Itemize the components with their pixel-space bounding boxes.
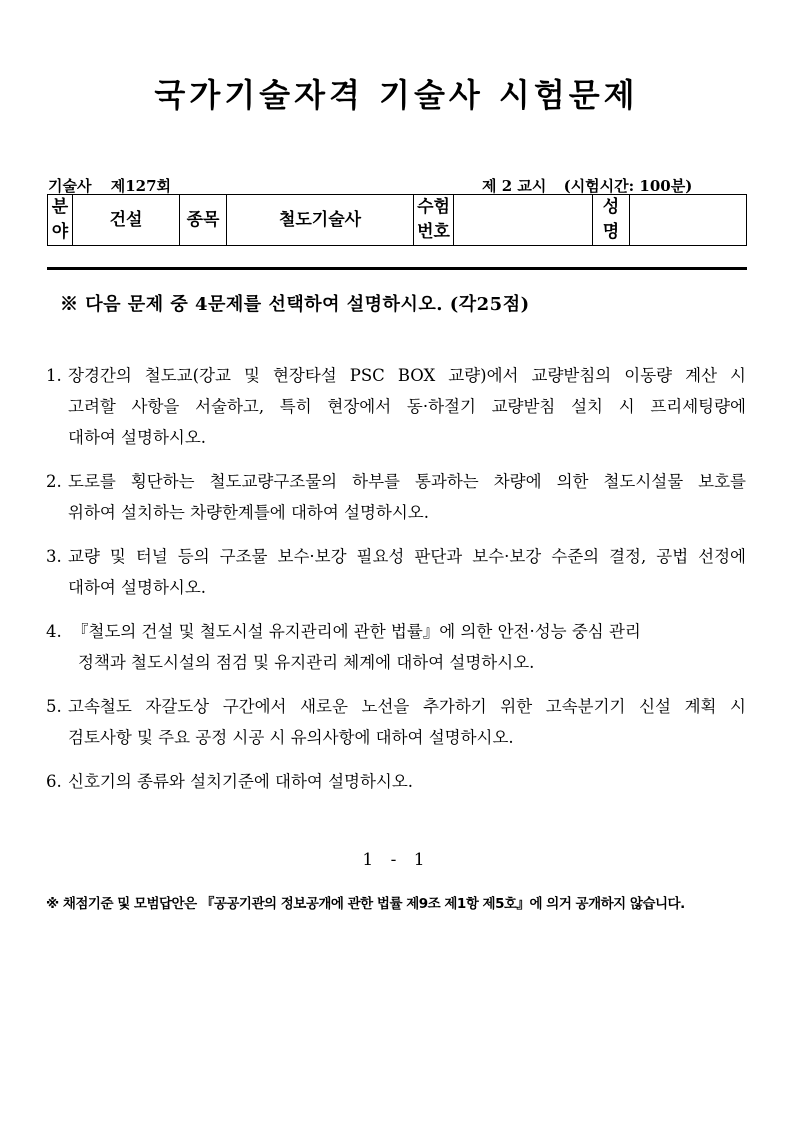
question-text-line: 검토사항 및 주요 공정 시공 시 유의사항에 대하여 설명하시오.: [68, 728, 514, 747]
category-label: 종목: [180, 195, 227, 246]
footer-note: ※ 채점기준 및 모범답안은 『공공기관의 정보공개에 관한 법률 제9조 제1항 제5호』에 의거 공개하지 않습니다.: [46, 896, 685, 912]
field-label-1: 분: [51, 197, 69, 217]
exam-number-label-1: 수험: [417, 197, 450, 217]
question-text-line: 신호기의 종류와 설치기준에 대하여 설명하시오.: [68, 772, 414, 791]
question-number: 1.: [46, 366, 62, 385]
name-label-cell: [593, 195, 630, 246]
question-number: 2.: [46, 472, 62, 491]
category-value: 철도기술사: [227, 195, 414, 246]
question-number: 6.: [46, 772, 62, 791]
divider-line: [47, 267, 747, 270]
question-item: [46, 691, 746, 753]
question-list: [46, 360, 746, 810]
question-item: [46, 360, 746, 453]
name-field[interactable]: [630, 195, 747, 246]
question-text-line: 대하여 설명하시오.: [68, 578, 207, 597]
instruction-text: ※ 다음 문제 중 4문제를 선택하여 설명하시오. (각25점): [60, 294, 530, 315]
field-value: 건설: [73, 195, 180, 246]
question-number: 4.: [46, 622, 62, 641]
question-text-line: 장경간의 철도교(강교 및 현장타설 PSC BOX 교량)에서 교량받침의 이동량 계산 시: [68, 366, 746, 385]
question-number: 5.: [46, 697, 62, 716]
name-label-2: 명: [602, 222, 620, 242]
exam-header-right: [482, 175, 692, 196]
question-item: [46, 541, 746, 603]
field-label-2: 야: [51, 222, 69, 242]
exam-number-field[interactable]: [454, 195, 593, 246]
exam-period: 제 2 교시: [482, 177, 547, 195]
exam-info-table: [47, 194, 747, 246]
exam-number-label-2: 번호: [417, 222, 450, 242]
exam-number-label-cell: [414, 195, 454, 246]
question-text-line: 고려할 사항을 서술하고, 특히 현장에서 동·하절기 교량받침 설치 시 프리세팅량에: [68, 397, 746, 416]
question-text-line: 정책과 철도시설의 점검 및 유지관리 체계에 대하여 설명하시오.: [78, 653, 535, 672]
question-text-line: 교량 및 터널 등의 구조물 보수·보강 필요성 판단과 보수·보강 수준의 결정, 공법 선정에: [68, 547, 746, 566]
name-label-1: 성: [602, 197, 620, 217]
exam-session: 제127회: [110, 177, 172, 195]
question-text-line: 『철도의 건설 및 철도시설 유지관리에 관한 법률』에 의한 안전·성능 중심 관리: [72, 622, 641, 641]
field-label-cell: [48, 195, 73, 246]
question-text-line: 도로를 횡단하는 철도교량구조물의 하부를 통과하는 차량에 의한 철도시설물 보호를: [68, 472, 746, 491]
question-item: [46, 616, 746, 678]
question-text-line: 위하여 설치하는 차량한계틀에 대하여 설명하시오.: [68, 503, 429, 522]
question-text-line: 고속철도 자갈도상 구간에서 새로운 노선을 추가하기 위한 고속분기기 신설 계획 시: [68, 697, 746, 716]
question-number: 3.: [46, 547, 62, 566]
question-text-line: 대하여 설명하시오.: [68, 428, 207, 447]
exam-type: 기술사: [48, 177, 92, 195]
question-item: [46, 466, 746, 528]
exam-header-left: [48, 175, 171, 196]
page-number: 1 - 1: [362, 850, 431, 870]
exam-duration: (시험시간: 100분): [563, 177, 693, 195]
question-item: [46, 766, 746, 797]
page-title: 국가기술자격 기술사 시험문제: [154, 76, 639, 114]
